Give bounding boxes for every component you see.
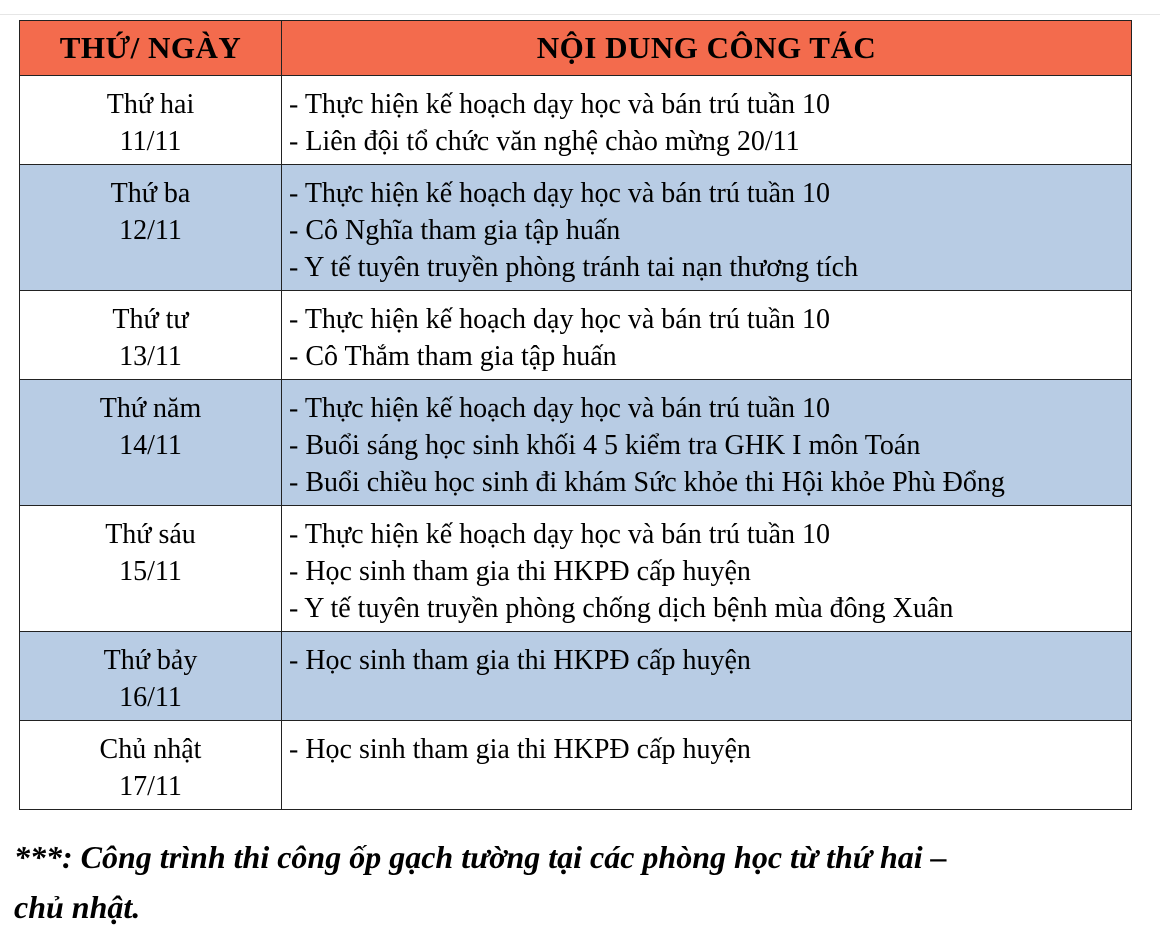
day-date: 13/11 bbox=[119, 341, 182, 372]
day-name: Thứ bảy bbox=[103, 645, 198, 676]
day-date: 15/11 bbox=[119, 556, 182, 587]
task-item: - Cô Nghĩa tham gia tập huấn bbox=[289, 215, 621, 246]
task-item: - Liên đội tổ chức văn nghệ chào mừng 20/11 bbox=[289, 126, 800, 157]
day-date: 12/11 bbox=[119, 215, 182, 246]
content-cell bbox=[282, 632, 1132, 721]
task-item: - Học sinh tham gia thi HKPĐ cấp huyện bbox=[289, 556, 751, 587]
day-name: Chủ nhật bbox=[99, 734, 202, 765]
task-item: - Thực hiện kế hoạch dạy học và bán trú tuần 10 bbox=[289, 519, 831, 550]
day-cell bbox=[20, 165, 282, 291]
content-cell bbox=[282, 291, 1132, 380]
header-content-column: NỘI DUNG CÔNG TÁC bbox=[282, 21, 1132, 76]
day-cell bbox=[20, 76, 282, 165]
content-cell bbox=[282, 506, 1132, 632]
day-cell bbox=[20, 380, 282, 506]
table-row bbox=[20, 165, 1132, 291]
day-name: Thứ hai bbox=[106, 89, 195, 120]
footnote-line: chủ nhật. bbox=[14, 889, 141, 925]
table-row bbox=[20, 632, 1132, 721]
content-cell bbox=[282, 380, 1132, 506]
task-item: - Cô Thắm tham gia tập huấn bbox=[289, 341, 617, 372]
top-divider bbox=[0, 0, 1160, 15]
day-cell bbox=[20, 506, 282, 632]
task-item: - Y tế tuyên truyền phòng tránh tai nạn thương tích bbox=[289, 252, 859, 283]
day-date: 16/11 bbox=[119, 682, 182, 713]
day-name: Thứ ba bbox=[110, 178, 191, 209]
task-item: - Y tế tuyên truyền phòng chống dịch bệnh mùa đông Xuân bbox=[289, 593, 954, 624]
content-cell bbox=[282, 165, 1132, 291]
content-cell bbox=[282, 721, 1132, 810]
day-cell bbox=[20, 291, 282, 380]
day-cell bbox=[20, 721, 282, 810]
footnote bbox=[14, 832, 1144, 932]
day-name: Thứ sáu bbox=[105, 519, 196, 550]
day-name: Thứ tư bbox=[112, 304, 189, 335]
table-row bbox=[20, 291, 1132, 380]
footnote-line: ***: Công trình thi công ốp gạch tường tại các phòng học từ thứ hai – bbox=[14, 839, 947, 875]
table-row bbox=[20, 76, 1132, 165]
task-item: - Thực hiện kế hoạch dạy học và bán trú tuần 10 bbox=[289, 89, 831, 120]
task-item: - Thực hiện kế hoạch dạy học và bán trú tuần 10 bbox=[289, 393, 831, 424]
day-date: 17/11 bbox=[119, 771, 182, 802]
task-item: - Học sinh tham gia thi HKPĐ cấp huyện bbox=[289, 734, 751, 765]
table-row bbox=[20, 721, 1132, 810]
task-item: - Học sinh tham gia thi HKPĐ cấp huyện bbox=[289, 645, 751, 676]
day-date: 11/11 bbox=[119, 126, 182, 157]
content-cell bbox=[282, 76, 1132, 165]
weekly-schedule-table bbox=[19, 20, 1132, 810]
table-row bbox=[20, 506, 1132, 632]
task-item: - Thực hiện kế hoạch dạy học và bán trú tuần 10 bbox=[289, 304, 831, 335]
table-header-row bbox=[20, 21, 1132, 76]
day-date: 14/11 bbox=[119, 430, 182, 461]
day-cell bbox=[20, 632, 282, 721]
header-day-column: THỨ/ NGÀY bbox=[20, 21, 282, 76]
task-item: - Buổi sáng học sinh khối 4 5 kiểm tra GHK I môn Toán bbox=[289, 430, 921, 461]
table-row bbox=[20, 380, 1132, 506]
task-item: - Thực hiện kế hoạch dạy học và bán trú tuần 10 bbox=[289, 178, 831, 209]
day-name: Thứ năm bbox=[99, 393, 202, 424]
task-item: - Buổi chiều học sinh đi khám Sức khỏe thi Hội khỏe Phù Đổng bbox=[289, 467, 1005, 498]
